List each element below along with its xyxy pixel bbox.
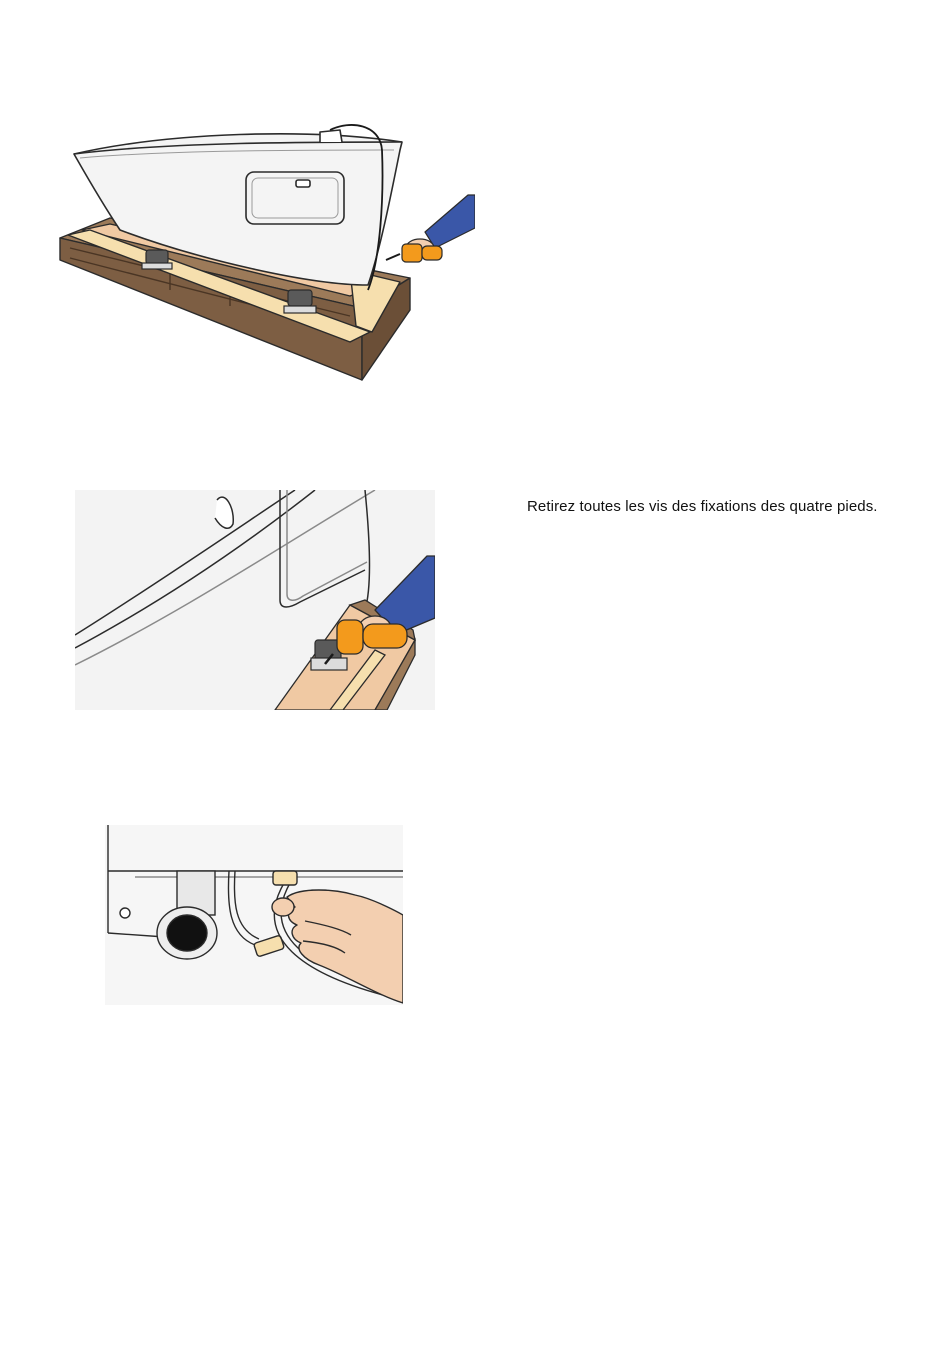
bathtub-on-pallet-illustration <box>50 120 475 390</box>
instruction-text: Retirez toutes les vis des fixations des quatre pieds. <box>527 498 878 515</box>
drill-icon <box>386 195 475 262</box>
hand-disconnecting-hose <box>105 825 403 1005</box>
drill-removing-screws-closeup <box>75 490 435 710</box>
